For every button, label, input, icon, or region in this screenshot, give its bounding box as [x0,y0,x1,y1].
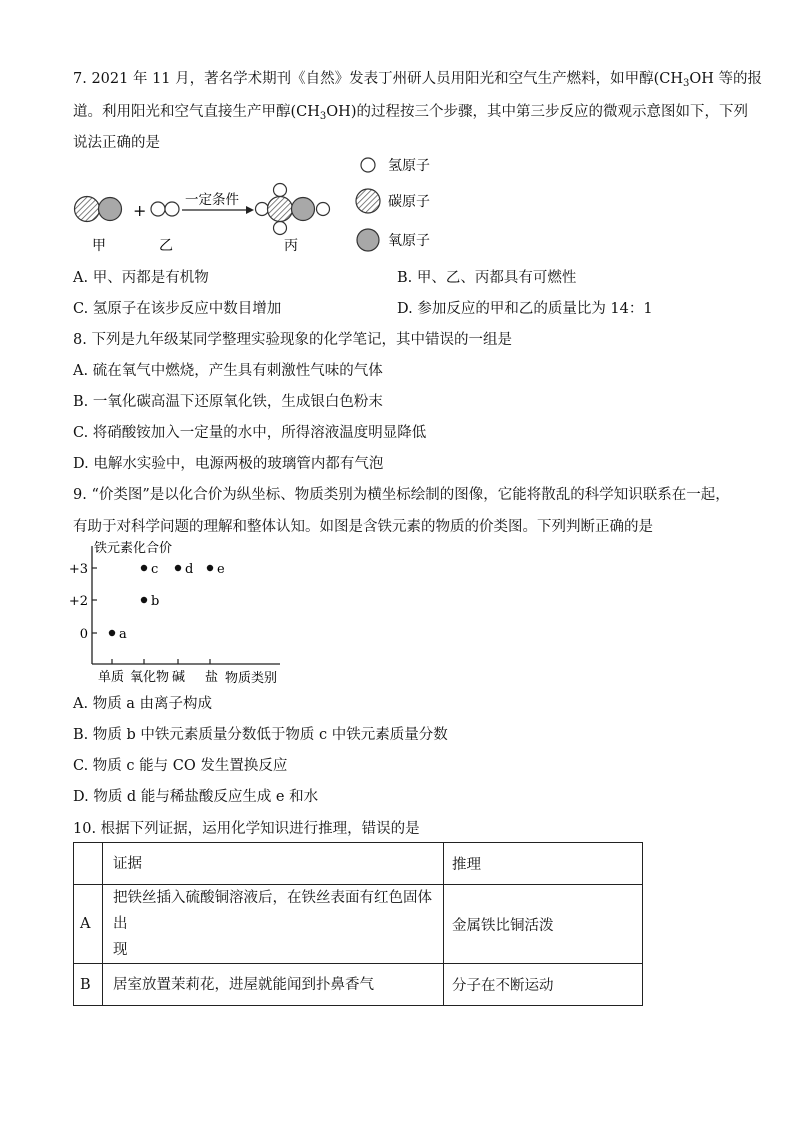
y-axis-label: 铁元素化合价 [94,541,173,556]
data-point [175,565,181,571]
q7-text: OH 等的报 [689,71,763,87]
legend-hydrogen-label: 氢原子 [388,158,430,174]
row-id: A [74,885,103,964]
y-tick-label: +2 [68,594,88,609]
q7-stem-line2 [73,100,748,122]
evidence-line: 现 [113,942,128,958]
q9-option-b[interactable]: B. 物质 b 中铁元素质量分数低于物质 c 中铁元素质量分数 [73,727,448,743]
legend-oxygen-swatch [357,229,379,251]
q9-option-a[interactable]: A. 物质 a 由离子构成 [73,696,213,712]
table-header-evidence: 证据 [103,843,444,885]
legend-hydrogen-swatch [361,158,375,172]
x-tick-label: 氧化物 [130,670,170,685]
table-header-row [74,843,643,885]
molecule-bing [256,184,330,235]
table-header-reasoning: 推理 [444,843,643,885]
row-evidence: 居室放置茉莉花，进屋就能闻到扑鼻香气 [103,964,444,1006]
data-point [109,630,115,636]
q10-stem: 10. 根据下列证据，运用化学知识进行推理，错误的是 [73,821,420,837]
x-axis-label: 物质类别 [225,671,278,686]
data-point-label: e [217,562,225,577]
subscript: 3 [683,78,690,89]
q7-text: 7. 2021 年 11 月，著名学术期刊《自然》发表丁州研人员用阳光和空气生产燃料，如甲醇(CH [73,71,684,87]
molecule-yi [151,202,179,216]
y-tick-label: +3 [68,562,88,577]
q7-text: OH)的过程按三个步骤，其中第三步反应的微观示意图如下，下列 [326,104,748,120]
q9-stem-line2: 有助于对科学问题的理解和整体认知。如图是含铁元素的物质的价类图。下列判断正确的是 [73,519,653,535]
q7-option-b[interactable]: B. 甲、乙、丙都具有可燃性 [397,270,577,286]
data-point-label: d [185,562,194,577]
label-bing: 丙 [284,238,298,254]
q9-option-d[interactable]: D. 物质 d 能与稀盐酸反应生成 e 和水 [73,789,319,805]
q7-text: 道。利用阳光和空气直接生产甲醇(CH [73,104,320,120]
row-reasoning: 金属铁比铜活泼 [444,885,643,964]
q7-option-d[interactable]: D. 参加反应的甲和乙的质量比为 14：1 [397,301,653,317]
q7-option-c[interactable]: C. 氢原子在该步反应中数目增加 [73,301,282,317]
x-tick-label: 盐 [205,670,219,685]
evidence-table [73,842,643,1006]
valence-category-chart [60,538,320,688]
q9-option-c[interactable]: C. 物质 c 能与 CO 发生置换反应 [73,758,288,774]
data-point-label: c [151,562,159,577]
molecule-jia [75,197,122,222]
data-point [141,597,147,603]
x-tick-label: 单质 [98,670,125,685]
data-point [207,565,213,571]
q8-option-a[interactable]: A. 硫在氧气中燃烧，产生具有刺激性气味的气体 [73,363,383,379]
row-id: B [74,964,103,1006]
legend-carbon-swatch [356,189,380,213]
row-reasoning: 分子在不断运动 [444,964,643,1006]
subscript: 3 [319,111,327,122]
arrow-condition-text: 一定条件 [185,192,239,208]
row-evidence [103,885,444,964]
legend-carbon-label: 碳原子 [388,194,430,210]
legend-oxygen-label: 氧原子 [388,233,430,249]
data-point-label: b [151,594,160,609]
data-point [141,565,147,571]
q7-stem-line1 [73,67,762,89]
q9-stem-line1: 9. “价类图”是以化合价为纵坐标、物质类别为横坐标绘制的图像，它能将散乱的科学知识联系在一起， [73,487,730,503]
plus-sign: + [133,201,147,220]
label-jia: 甲 [92,238,106,254]
data-point-label: a [119,627,127,642]
evidence-line: 把铁丝插入硫酸铜溶液后，在铁丝表面有红色固体出 [113,890,432,932]
q8-option-b[interactable]: B. 一氧化碳高温下还原氧化铁，生成银白色粉末 [73,394,383,410]
reaction-diagram [60,150,480,260]
q8-option-c[interactable]: C. 将硝酸铵加入一定量的水中，所得溶液温度明显降低 [73,425,427,441]
table-row [74,964,643,1006]
q7-stem-line3: 说法正确的是 [73,135,160,151]
table-row [74,885,643,964]
y-tick-label: 0 [79,627,88,642]
table-header-cell [74,843,103,885]
arrow-head [246,206,254,214]
q8-stem: 8. 下列是九年级某同学整理实验现象的化学笔记，其中错误的一组是 [73,332,512,348]
q7-option-a[interactable]: A. 甲、丙都是有机物 [73,270,209,286]
q8-option-d[interactable]: D. 电解水实验中，电源两极的玻璃管内都有气泡 [73,456,384,472]
x-tick-label: 碱 [172,670,186,685]
label-yi: 乙 [159,238,173,254]
legend [356,158,430,251]
